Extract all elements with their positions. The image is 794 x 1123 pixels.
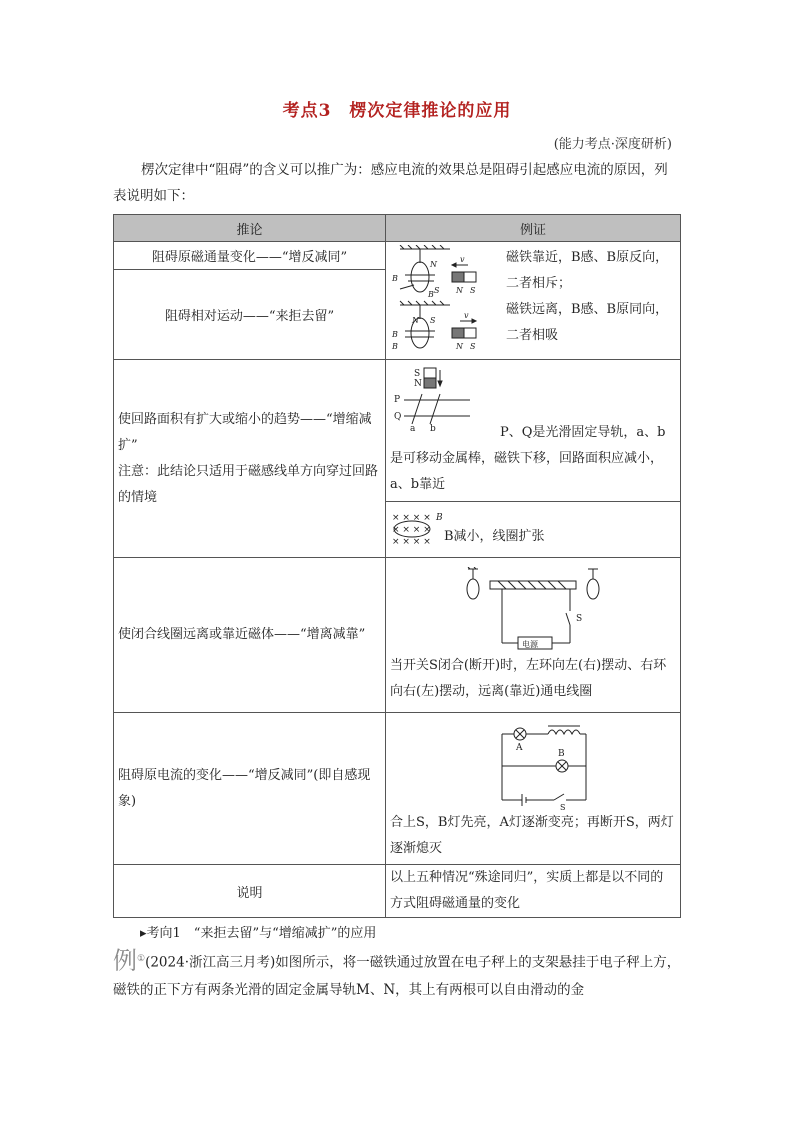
svg-text:B: B — [428, 289, 434, 299]
header-example: 例证 — [386, 215, 681, 242]
magnet-leave-text: 磁铁远离，B感、B原同向，二者相吸 — [506, 301, 669, 343]
svg-text:S: S — [470, 285, 476, 295]
svg-text:B: B — [436, 512, 443, 523]
svg-text:N: N — [456, 285, 463, 295]
rails-diagram — [390, 364, 500, 432]
inference-table — [113, 214, 681, 918]
row-flux-change: 阻碍原磁通量变化——“增反减同” — [114, 242, 386, 270]
svg-text:B: B — [392, 273, 398, 283]
row-self-induction: 阻碍原电流的变化——“增反减同”(即自感现象) — [114, 713, 386, 865]
svg-text:N: N — [412, 315, 419, 325]
svg-text:S: S — [434, 285, 440, 295]
svg-text:v: v — [464, 310, 469, 320]
svg-text:B: B — [392, 341, 398, 351]
header-inference: 推论 — [114, 215, 386, 242]
page-title: 考点3 楞次定律推论的应用 — [282, 101, 512, 121]
lamp-example-cell — [386, 713, 681, 865]
row-ring-motion: 使闭合线圈远离或靠近磁体——“增离减靠” — [114, 558, 386, 713]
svg-text:v: v — [460, 254, 465, 264]
magnet-ring-diagram — [390, 245, 500, 357]
field-coil-diagram — [390, 510, 444, 550]
field-example-cell — [386, 502, 681, 558]
svg-text:B: B — [392, 329, 398, 339]
circuit-switch-label: S — [560, 802, 566, 810]
example-paragraph — [113, 946, 683, 1004]
svg-text:N: N — [414, 378, 422, 389]
ring-text: 当开关S闭合(断开)时，左环向左(右)摆动、右环向右(左)摆动，远离(靠近)通电线圈 — [390, 658, 667, 699]
svg-text:b: b — [430, 423, 436, 432]
ring-example-cell — [386, 558, 681, 713]
magnet-example-cell — [386, 242, 681, 360]
solenoid-rings-diagram — [398, 567, 668, 653]
svg-text:Q: Q — [394, 411, 402, 422]
svg-text:S: S — [470, 341, 476, 351]
rails-text: P、Q是光滑固定导轨，a、b是可移动金属棒，磁铁下移，回路面积应减小，a、b靠近 — [390, 424, 666, 492]
example-number: ① — [137, 954, 146, 964]
svg-text:× × × ×: × × × × — [392, 536, 431, 547]
magnet-approach-text: 磁铁靠近，B感、B原反向，二者相斥； — [506, 249, 669, 291]
page-subtitle: (能力考点·深度研析) — [553, 137, 672, 152]
example-mark: 例 — [113, 946, 137, 975]
svg-text:a: a — [410, 423, 416, 432]
lamp-text: 合上S，B灯先亮，A灯逐渐变亮；再断开S，两灯逐渐熄灭 — [390, 814, 674, 856]
svg-text:N: N — [430, 259, 437, 269]
area-note: 注意：此结论只适用于磁感线单方向穿过回路的情境 — [118, 463, 379, 505]
field-text: B减小，线圈扩张 — [444, 528, 545, 544]
summary-text: 以上五种情况“殊途同归”，实质上都是以不同的方式阻碍磁通量的变化 — [386, 865, 681, 918]
example-text: (2024·浙江高三月考)如图所示，将一磁铁通过放置在电子秤上的支架悬挂于电子秤上方，磁铁的正下方有两条光滑的固定金属导轨M、N，其上有两根可以自由滑动的金 — [113, 954, 681, 998]
lamp-b-label: B — [558, 748, 565, 759]
section-heading: ▸考向1 “来拒去留”与“增缩减扩”的应用 — [140, 926, 377, 941]
row-relative-motion: 阻碍相对运动——“来拒去留” — [114, 270, 386, 360]
svg-text:S: S — [414, 368, 421, 379]
switch-label: S — [576, 614, 583, 624]
svg-text:× × × ×: × × × × — [392, 512, 431, 523]
svg-text:N: N — [456, 341, 463, 351]
power-label: 电源 — [522, 640, 538, 649]
row-area-change: 使回路面积有扩大或缩小的趋势——“增缩减扩” 注意：此结论只适用于磁感线单方向穿过回路的情境 — [114, 360, 386, 558]
svg-text:× × × ×: × × × × — [392, 524, 431, 535]
lamp-a-label: A — [516, 742, 523, 753]
svg-text:S: S — [430, 315, 436, 325]
row-summary: 说明 — [114, 865, 386, 918]
intro-paragraph: 楞次定律中“阻碍”的含义可以推广为：感应电流的效果总是阻碍引起感应电流的原因，列表说明如下： — [113, 162, 668, 204]
svg-text:P: P — [394, 394, 401, 405]
rails-example-cell — [386, 360, 681, 502]
self-induction-circuit-diagram — [398, 720, 668, 810]
